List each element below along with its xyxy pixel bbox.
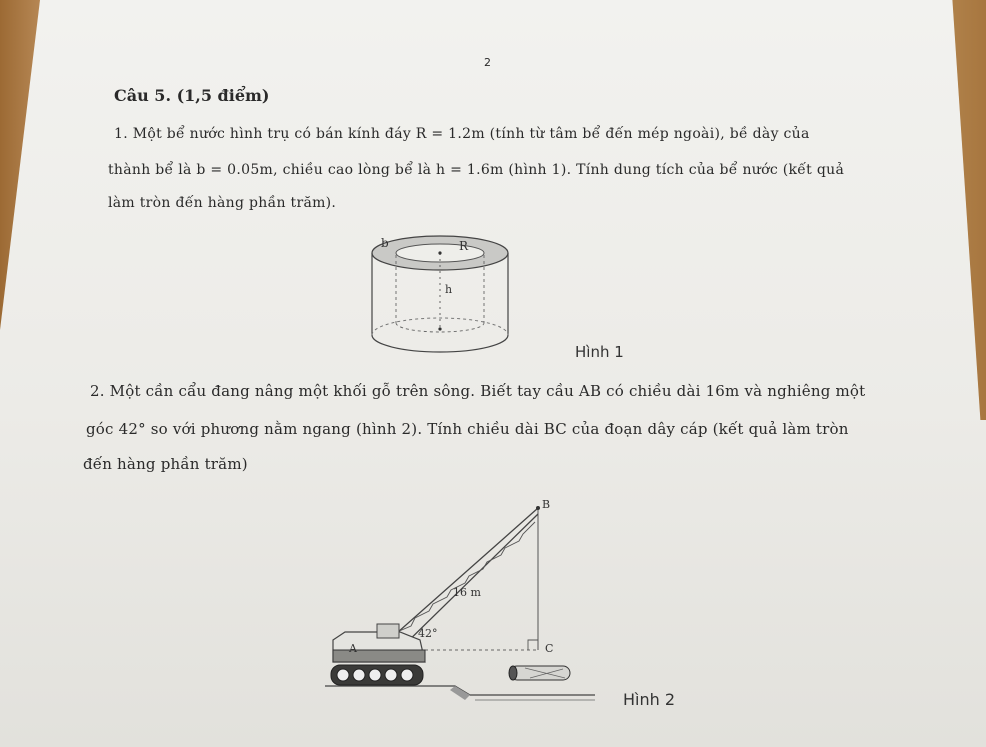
- figure-2-crane: [325, 490, 615, 710]
- part1-line1: 1. Một bể nước hình trụ có bán kính đáy R = 1.2m (tính từ tâm bể đến mép ngoài), bề dày của: [114, 126, 810, 142]
- page-number: 2: [484, 56, 491, 69]
- figure-2-caption: Hình 2: [623, 690, 676, 709]
- question-title: Câu 5. (1,5 điểm): [114, 86, 270, 105]
- part2-line2: góc 42° so với phương nằm ngang (hình 2). Tính chiều dài BC của đoạn dây cáp (kết quả làm tròn: [86, 420, 849, 438]
- part1-line2: thành bể là b = 0.05m, chiều cao lòng bể là h = 1.6m (hình 1). Tính dung tích của bể nước (kết quả: [108, 162, 845, 178]
- label-h: h: [445, 283, 453, 296]
- figure-1-cylinder: [365, 225, 535, 355]
- label-R: R: [459, 239, 469, 253]
- label-length: 16 m: [453, 586, 481, 599]
- label-A: A: [349, 642, 357, 655]
- label-b: b: [381, 236, 389, 250]
- label-angle: 42°: [418, 627, 438, 640]
- part2-line1: 2. Một cần cẩu đang nâng một khối gỗ trên sông. Biết tay cầu AB có chiều dài 16m và nghiêng một: [90, 382, 866, 400]
- label-B: B: [542, 498, 551, 511]
- label-C: C: [545, 642, 554, 655]
- figure-1-caption: Hình 1: [575, 343, 624, 361]
- part1-line3: làm tròn đến hàng phần trăm).: [108, 195, 337, 211]
- part2-line3: đến hàng phần trăm): [83, 455, 248, 473]
